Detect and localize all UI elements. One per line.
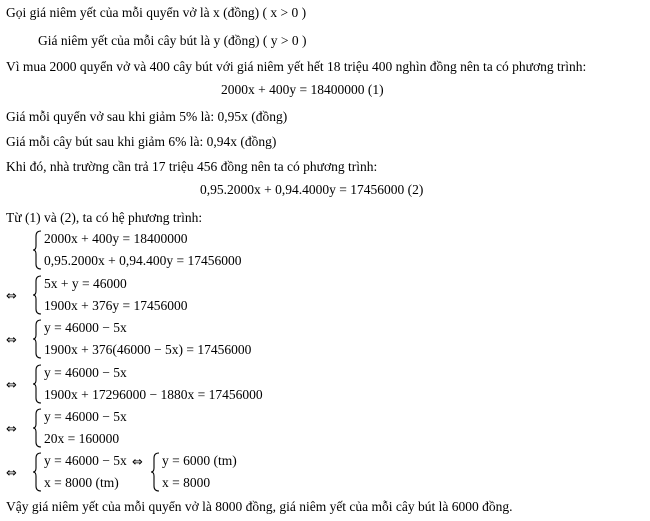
- equivalence-symbol: ⇔: [6, 378, 17, 393]
- system-final-eq-2: x = 8000: [162, 475, 211, 490]
- system-6-eq-2: x = 8000 (tm): [44, 475, 119, 490]
- equivalence-symbol: ⇔: [132, 455, 143, 470]
- equivalence-symbol: ⇔: [6, 289, 17, 304]
- system-4-eq-1: y = 46000 − 5x: [44, 365, 127, 380]
- system-6-eq-1: y = 46000 − 5x: [44, 453, 127, 468]
- system-6: [32, 452, 142, 492]
- system-5-eq-1: y = 46000 − 5x: [44, 409, 127, 424]
- intro-line-3: Vì mua 2000 quyển vở và 400 cây bút với giá niêm yết hết 18 triệu 400 nghìn đồng nên ta có phương trình:: [6, 59, 587, 74]
- system-3: [32, 319, 292, 359]
- system-4-eq-2: 1900x + 17296000 − 1880x = 17456000: [44, 387, 263, 402]
- equation-1: 2000x + 400y = 18400000 (1): [221, 82, 384, 97]
- system-3-eq-2: 1900x + 376(46000 − 5x) = 17456000: [44, 342, 252, 357]
- brace-icon: [32, 364, 42, 404]
- system-1-eq-2: 0,95.2000x + 0,94.400y = 17456000: [44, 253, 242, 268]
- brace-icon: [150, 452, 160, 492]
- equivalence-symbol: ⇔: [6, 466, 17, 481]
- system-final: [150, 452, 250, 492]
- brace-icon: [32, 408, 42, 448]
- system-1: [32, 230, 292, 270]
- system-4: [32, 364, 312, 404]
- system-2-eq-1: 5x + y = 46000: [44, 276, 127, 291]
- conclusion-line: Vậy giá niêm yết của mỗi quyển vở là 8000 đồng, giá niêm yết của mỗi cây bút là 6000 đồng.: [6, 499, 513, 514]
- equivalence-symbol: ⇔: [6, 422, 17, 437]
- system-2-eq-2: 1900x + 376y = 17456000: [44, 298, 188, 313]
- brace-icon: [32, 319, 42, 359]
- brace-icon: [32, 452, 42, 492]
- intro-line-2: Giá niêm yết của mỗi cây bút là y (đồng) ( y > 0 ): [38, 33, 307, 48]
- discount-line-notebook: Giá mỗi quyển vở sau khi giảm 5% là: 0,95x (đồng): [6, 109, 288, 124]
- system-5: [32, 408, 172, 448]
- discount-line-pen: Giá mỗi cây bút sau khi giảm 6% là: 0,94x (đồng): [6, 134, 277, 149]
- system-final-eq-1: y = 6000 (tm): [162, 453, 237, 468]
- system-3-eq-1: y = 46000 − 5x: [44, 320, 127, 335]
- equation-2: 0,95.2000x + 0,94.4000y = 17456000 (2): [200, 182, 424, 197]
- system-5-eq-2: 20x = 160000: [44, 431, 120, 446]
- equivalence-symbol: ⇔: [6, 333, 17, 348]
- system-2: [32, 275, 252, 315]
- intro-line-1: Gọi giá niêm yết của mỗi quyển vở là x (đồng) ( x > 0 ): [6, 5, 307, 20]
- brace-icon: [32, 275, 42, 315]
- brace-icon: [32, 230, 42, 270]
- payment-line: Khi đó, nhà trường cần trả 17 triệu 456 đồng nên ta có phương trình:: [6, 159, 378, 174]
- system-1-eq-1: 2000x + 400y = 18400000: [44, 231, 188, 246]
- system-intro-line: Từ (1) và (2), ta có hệ phương trình:: [6, 210, 203, 225]
